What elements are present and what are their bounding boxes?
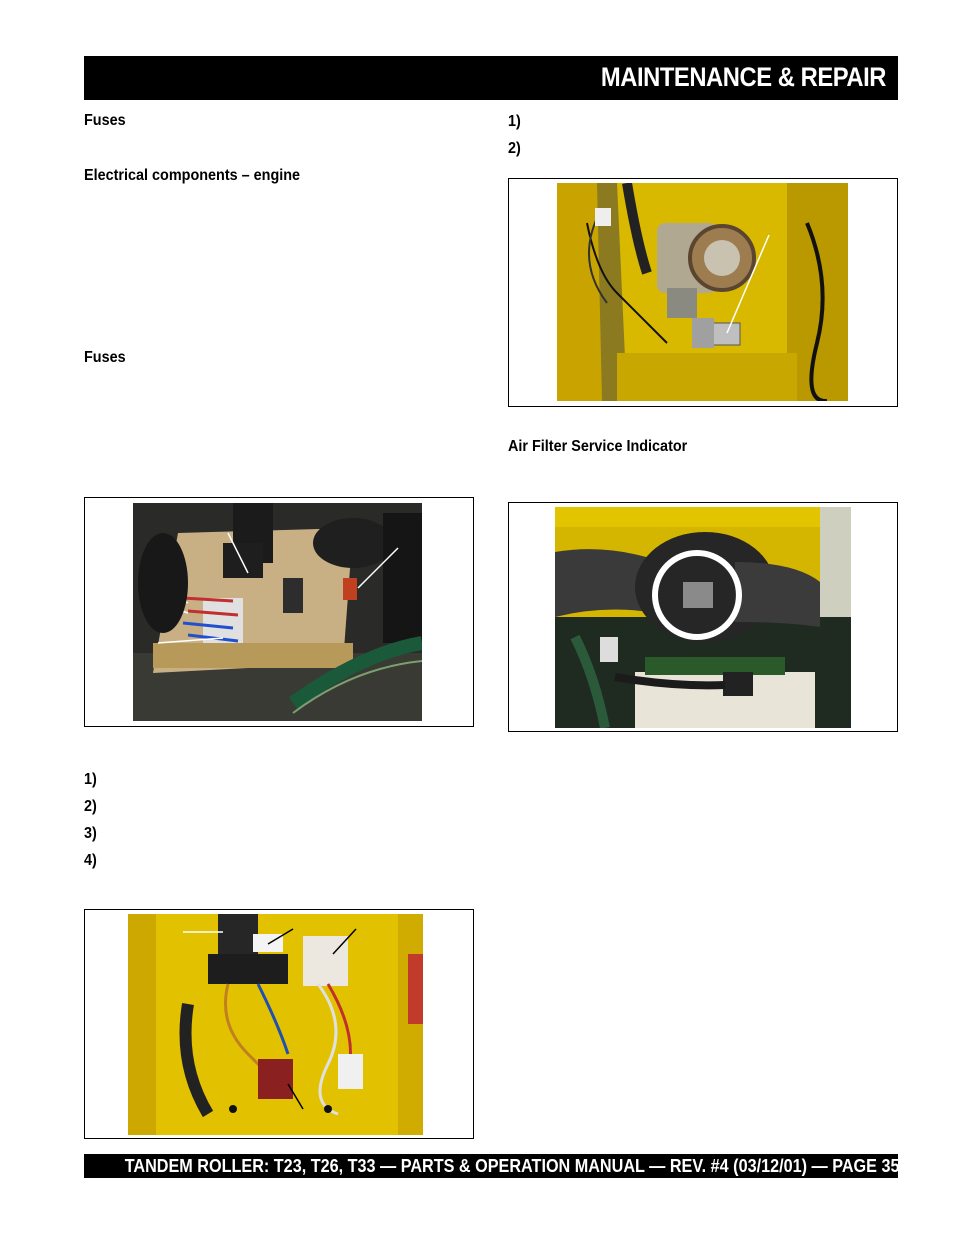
heading-fuses-2: Fuses	[84, 349, 126, 366]
right-list-item-2: 2)	[508, 140, 521, 157]
heading-fuses-1: Fuses	[84, 112, 126, 129]
photo-frame-relays	[84, 909, 474, 1139]
photo-frame-engine-electrical	[84, 497, 474, 727]
footer-bar	[84, 1154, 898, 1178]
photo-horn	[557, 183, 848, 401]
photo-engine-electrical	[133, 503, 422, 721]
heading-air-filter: Air Filter Service Indicator	[508, 438, 688, 455]
left-list-item-2: 2)	[84, 798, 97, 815]
right-list-item-1: 1)	[508, 113, 521, 130]
engine-electrical-image	[133, 503, 422, 721]
air-filter-image	[555, 507, 851, 728]
header-bar	[84, 56, 898, 100]
horn-image	[557, 183, 848, 401]
photo-frame-horn	[508, 178, 898, 407]
page-title: MAINTENANCE & REPAIR	[600, 62, 886, 92]
left-list-item-1: 1)	[84, 771, 97, 788]
photo-relays	[128, 914, 423, 1135]
relays-image	[128, 914, 423, 1135]
photo-air-filter	[555, 507, 851, 728]
heading-electrical-components: Electrical components – engine	[84, 167, 301, 184]
photo-frame-air-filter	[508, 502, 898, 732]
footer-text: TANDEM ROLLER: T23, T26, T33 — PARTS & OPERATION MANUAL — REV. #4 (03/12/01) — PAGE 35	[124, 1156, 900, 1176]
left-list-item-4: 4)	[84, 852, 97, 869]
left-list-item-3: 3)	[84, 825, 97, 842]
